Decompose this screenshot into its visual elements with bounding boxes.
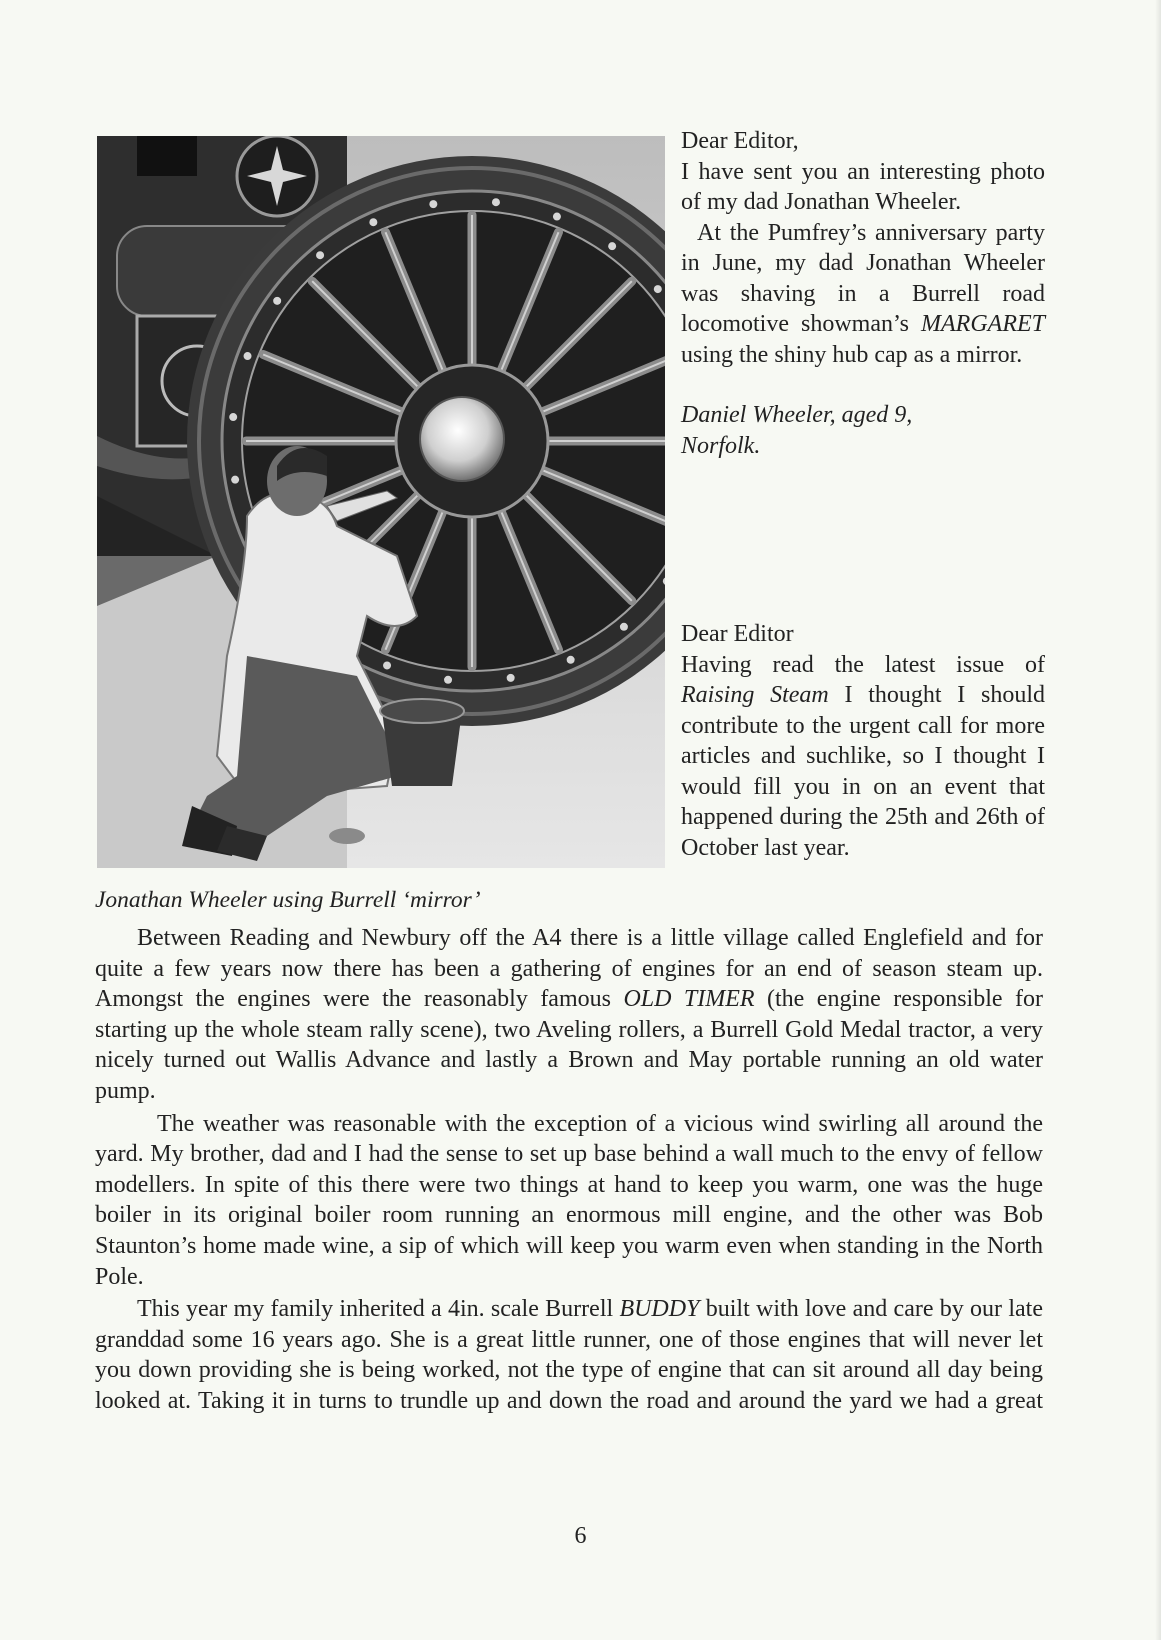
letter-text-run: I thought I should contribute to the urgent call for more articles and suchlike, so I thought I would fill you in on an event that happened during the 25th and 26th of October last year. xyxy=(681,682,1045,861)
engine-wheel-photo xyxy=(97,136,665,868)
paragraph-text-run: Between Reading and Newbury off the A4 there is a little village called Englefield and for quite a few years now there has been a gathering of engines for an end of season steam up. Amongst the engines were the reasonably famous xyxy=(95,925,1043,1013)
signature-place: Norfolk. xyxy=(681,432,761,459)
photo-caption: Jonathan Wheeler using Burrell ‘mirror’ xyxy=(95,887,481,913)
engine-name: MARGARET xyxy=(921,311,1045,337)
page-binding-shadow xyxy=(1155,0,1161,1640)
letter-text xyxy=(681,650,1045,864)
magazine-title: Raising Steam xyxy=(681,682,829,708)
letter-daniel-wheeler xyxy=(681,126,1045,461)
bucket-icon xyxy=(380,699,464,786)
paragraph-text-run: This year my family inherited a 4in. scale Burrell xyxy=(137,1296,620,1323)
body-paragraph xyxy=(95,1294,1043,1416)
letter-salutation: Dear Editor, xyxy=(681,128,799,154)
letter-text-run: At the Pumfrey’s anniversary party in June, my dad Jonathan Wheeler was shaving in a Burrell road locomotive showman’s xyxy=(681,219,1045,337)
letter-text xyxy=(681,218,1045,371)
body-paragraph xyxy=(95,923,1043,1107)
letter-text-run: using the shiny hub cap as a mirror. xyxy=(681,341,1023,368)
letter-signature xyxy=(681,400,1045,461)
article-body xyxy=(95,923,1043,1417)
letter-text: I have sent you an interesting photo of my dad Jonathan Wheeler. xyxy=(681,158,1045,215)
letter-englefield xyxy=(681,619,1045,863)
page-number: 6 xyxy=(574,1523,587,1549)
engine-name: BUDDY xyxy=(619,1296,700,1323)
traction-engine-wheel-photo-icon xyxy=(97,136,665,868)
letter-salutation: Dear Editor xyxy=(681,621,794,647)
letter-text-run: Having read the latest issue of xyxy=(681,651,1045,678)
engine-name: OLD TIMER xyxy=(623,986,755,1013)
paragraph-text-run: (the engine responsible for starting up the whole steam rally scene), two Aveling rollers, a Burrell Gold Medal tractor, a very nicely turned out Wallis Advance and lastly a Brown and May portable running an old water pump. xyxy=(95,986,1043,1104)
body-paragraph: The weather was reasonable with the exception of a vicious wind swirling all around the yard. My brother, dad and I had the sense to set up base behind a wall much to the envy of fellow modellers. In spite of this there were two things at hand to keep you warm, one was the huge boiler in its original boiler room running an enormous mill engine, and the other was Bob Staunton’s home made wine, a sip of which will keep you warm even when standing in the North Pole. xyxy=(95,1110,1043,1290)
paragraph-text-run: built with love and care by our late granddad some 16 years ago. She is a great little runner, one of those engines that will never let you down providing she is being worked, not the type of engine that can sit around all day being looked at. Taking it in turns to trundle up and down the road and around the yard we had a great xyxy=(95,1296,1043,1414)
signature-name: Daniel Wheeler, aged 9, xyxy=(681,402,913,428)
